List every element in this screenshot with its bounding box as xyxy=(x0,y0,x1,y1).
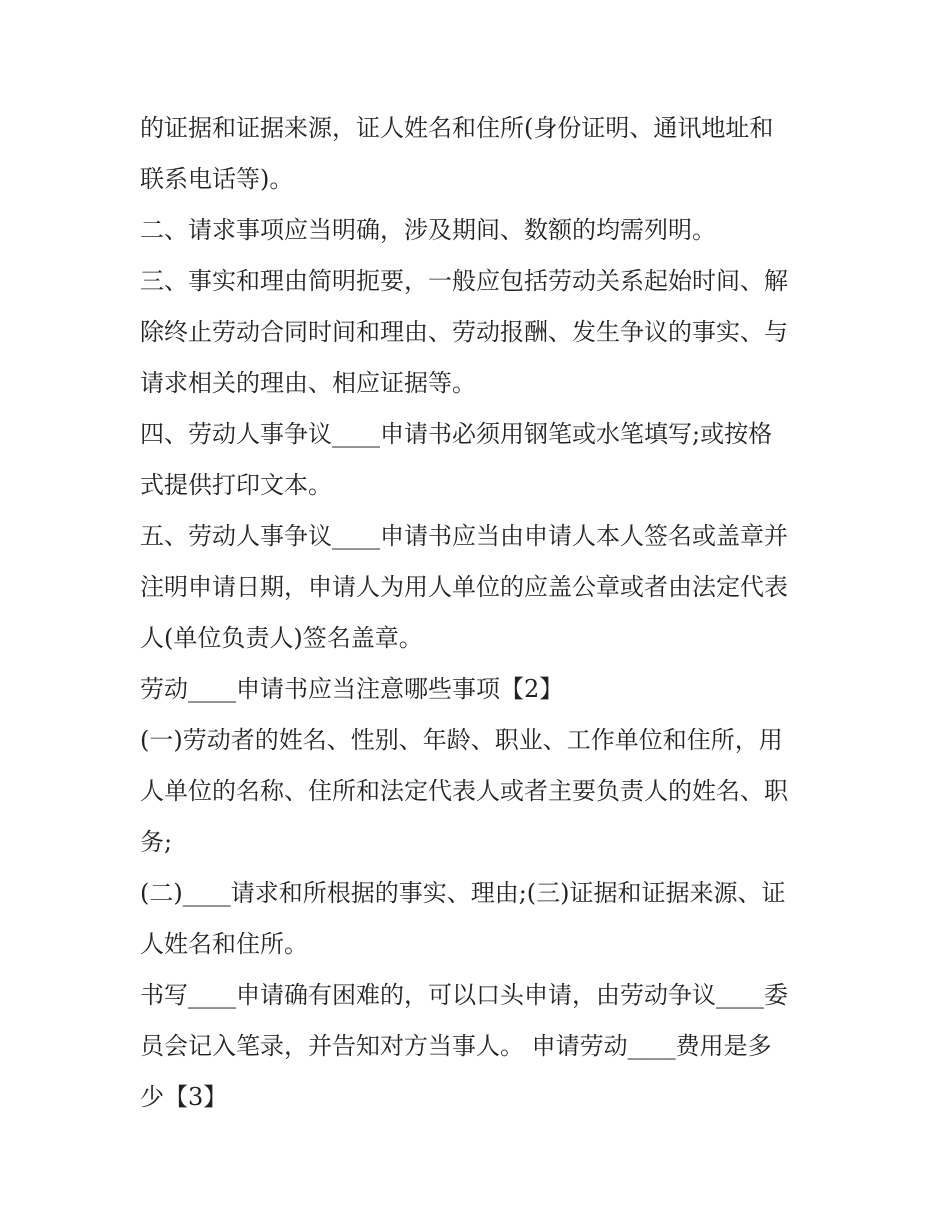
text-line: 二、请求事项应当明确，涉及期间、数额的均需列明。 xyxy=(140,216,716,244)
text-line: 请求相关的理由、相应证据等。 xyxy=(140,369,476,397)
text-line: 三、事实和理由简明扼要，一般应包括劳动关系起始时间、解 xyxy=(140,267,788,295)
text-line: 书写____申请确有困难的，可以口头申请，由劳动争议____委 xyxy=(140,981,788,1009)
section-heading: 劳动____申请书应当注意哪些事项【2】 xyxy=(140,675,564,703)
text-line: 务; xyxy=(140,828,173,856)
text-line: 联系电话等)。 xyxy=(140,165,294,193)
text-line: 人(单位负责人)签名盖章。 xyxy=(140,624,423,652)
document-body xyxy=(140,103,830,1123)
text-line: 四、劳动人事争议____申请书必须用钢笔或水笔填写;或按格 xyxy=(140,420,773,448)
text-line: (二)____请求和所根据的事实、理由;(三)证据和证据来源、证 xyxy=(140,879,786,907)
text-line: 员会记入笔录，并告知对方当事人。 申请劳动____费用是多 xyxy=(140,1032,772,1060)
text-line: 式提供打印文本。 xyxy=(140,471,332,499)
text-line: (一)劳动者的姓名、性别、年龄、职业、工作单位和住所，用 xyxy=(140,726,783,754)
section-heading: 少【3】 xyxy=(140,1083,228,1111)
text-line: 的证据和证据来源，证人姓名和住所(身份证明、通讯地址和 xyxy=(140,114,774,142)
text-line: 人单位的名称、住所和法定代表人或者主要负责人的姓名、职 xyxy=(140,777,788,805)
text-line: 除终止劳动合同时间和理由、劳动报酬、发生争议的事实、与 xyxy=(140,318,788,346)
text-line: 人姓名和住所。 xyxy=(140,930,308,958)
text-line: 注明申请日期，申请人为用人单位的应盖公章或者由法定代表 xyxy=(140,573,788,601)
text-line: 五、劳动人事争议____申请书应当由申请人本人签名或盖章并 xyxy=(140,522,788,550)
